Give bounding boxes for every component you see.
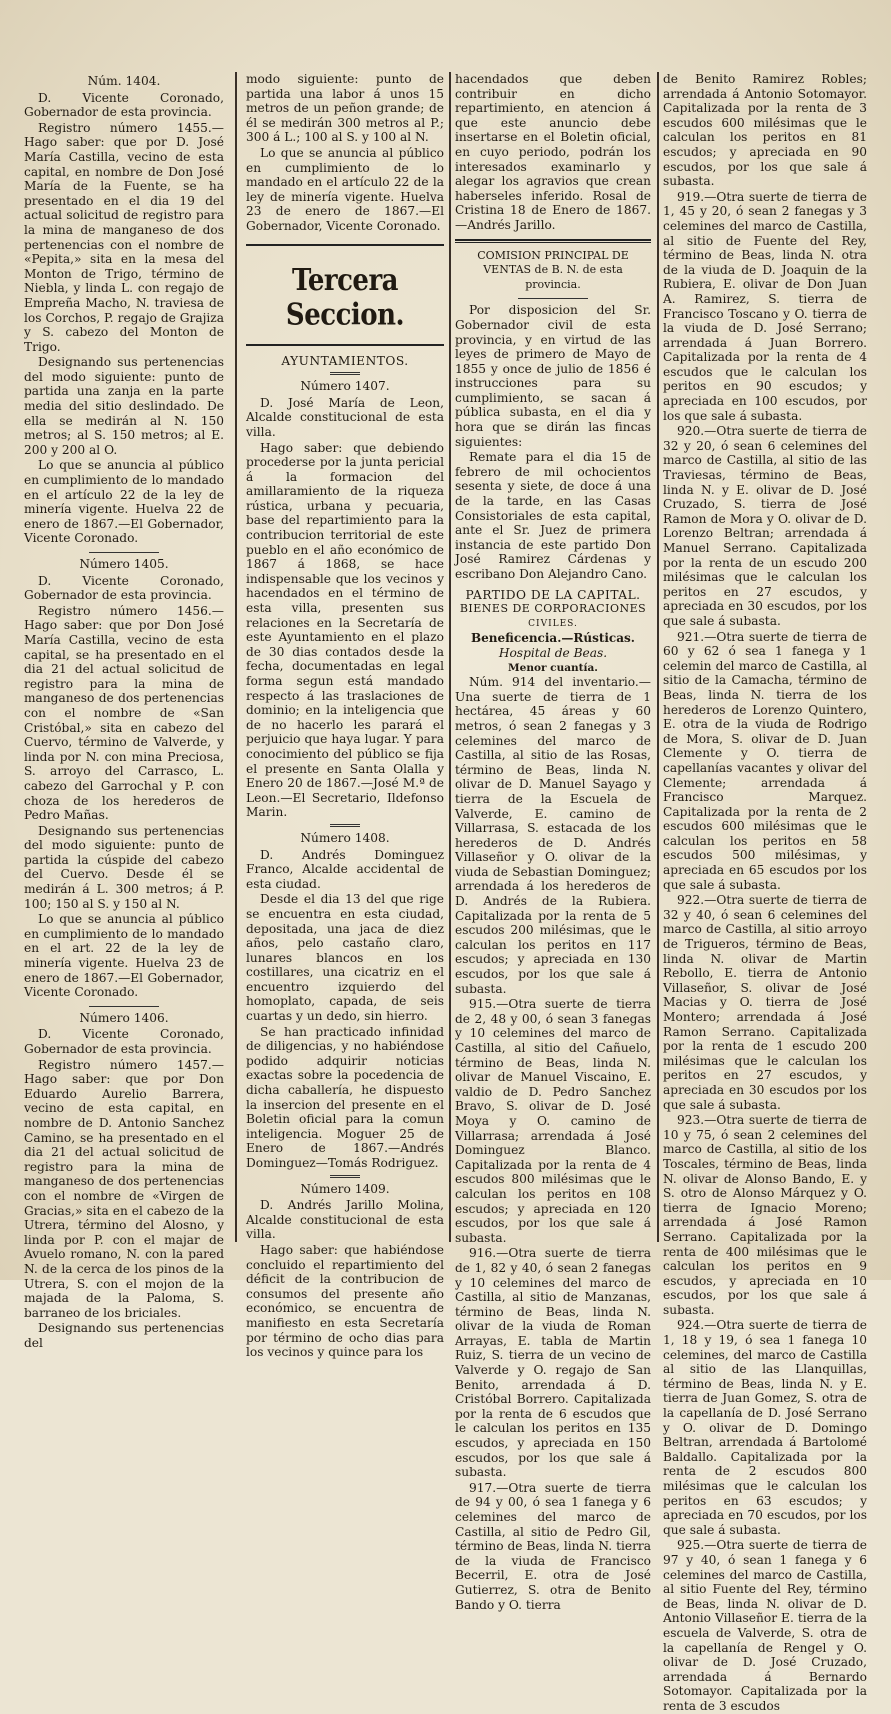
lot-entry: 925.—Otra suerte de tierra de 97 y 40, ó sean 1 fanega y 6 celemines del marco de Castilla, al sitio Fuente del Rey, término de Beas, linda N. olivar de D. Antonio Villaseñor E. tierra de la escuela de Valverde, S. otra de la capellanía de Rengel y O. olivar de D. José Cruzado, arrendada á Bernardo Sotomayor. Capitalizada por la renta de 3 escudos bbox=[663, 1538, 867, 1713]
section-rule bbox=[246, 344, 444, 346]
notice-body: Hago saber: que debiendo procederse por la junta pericial á la formacion del amillaramiento de la riqueza rústica, urbana y pecuaria, base del repartimiento para la contribucion territorial de este pueblo en el año económico de 1867 á 1868, se hace indispensable que los vecinos y hacendados en el término de esta villa, presenten sus relaciones en la Secretaría de este Ayuntamiento en el plazo de 30 dias contados desde la fecha, documentadas en legal forma segun está mandado respecto á las traslaciones de dominio; en la inteligencia que de no hacerlo les parará el perjuicio que haya lugar. Y para conocimiento del público se fija el presente en Santa Olalla y Enero 20 de 1867.—José M.ª de Leon.—El Secretario, Ildefonso Marin. bbox=[246, 440, 444, 820]
lot-entry: Núm. 914 del inventario.—Una suerte de tierra de 1 hectárea, 45 áreas y 60 metros, ó sean 2 fanegas y 3 celemines del marco de Castilla, al sitio de las Rosas, término de Beas, linda N. olivar de D. Manuel Sayago y tierra de la Escuela de Valverde, E. camino de Villarrasa, S. estacada de los herederos de D. Andrés Villaseñor y O. olivar de la viuda de Sebastian Dominguez; arrendada á los herederos de D. Andrés de la Rubiera. Capitalizada por la renta de 5 escudos 200 milésimas, que le calculan los peritos en 117 escudos; y apreciada en 130 escudos, por los que sale á subasta. bbox=[455, 675, 651, 996]
section-rule bbox=[455, 239, 651, 243]
separator bbox=[330, 824, 360, 827]
column-rule bbox=[235, 72, 237, 1242]
notice-body: Remate para el dia 15 de febrero de mil ochocientos sesenta y siete, de doce á una de la tarde, en las Casas Consistoriales de esta capital, ante el Sr. Juez de primera instancia de este partido Don José Ramirez Cárdenas y escribano Don Alejandro Cano. bbox=[455, 450, 651, 581]
notice-number: Número 1405. bbox=[79, 557, 169, 571]
notice-number: Núm. 1404. bbox=[87, 74, 161, 88]
column-1 bbox=[24, 72, 224, 1350]
notice-body: Designando sus pertenencias del modo siguiente: punto de partida una zanja en la parte media del sitio deslindado. De ella se medirán al N. 150 metros; al S. 150 metros; al E. 200 y 200 al O. bbox=[24, 355, 224, 457]
lot-entry: 922.—Otra suerte de tierra de 32 y 40, ó sean 6 celemines del marco de Castilla, al sitio arroyo de Trigueros, término de Beas, linda N. olivar de Martin Rebollo, E. tierra de Antonio Villaseñor, S. olivar de José Macias y O. tierra de José Montero; arrendada á José Ramon Serrano. Capitalizada por la renta de 1 escudo 200 milésimas que le calculan los peritos en 27 escudos, y apreciada en 30 escudos por los que sale á subasta. bbox=[663, 893, 867, 1112]
category-heading: Beneficencia.—Rústicas. bbox=[471, 631, 635, 646]
notice-body: Designando sus pertenencias del bbox=[24, 1321, 224, 1350]
notice-body: Designando sus pertenencias del modo siguiente: punto de partida la cúspide del cabezo del Cuervo. Desde él se medirán á L. 300 metros; á P. 100; 150 al S. y 150 al N. bbox=[24, 823, 224, 911]
notice-body: Desde el dia 13 del que rige se encuentra en esta ciudad, depositada, una jaca de diez años, pelo castaño claro, lunares blancos en los costillares, una cicatriz en el encuentro izquierdo del homoplato, capada, de seis cuartas y un dedo, sin hierro. bbox=[246, 892, 444, 1024]
column-2 bbox=[246, 72, 444, 1360]
separator bbox=[518, 298, 588, 299]
section-rule bbox=[246, 244, 444, 246]
lot-entry: 915.—Otra suerte de tierra de 2, 48 y 00, ó sean 3 fanegas y 10 celemines del marco de Castilla, al sitio del Cañuelo, término de Beas, linda N. olivar de Manuel Viscaino, E. valdio de D. Pedro Sanchez Bravo, S. olivar de D. José Moya y O. camino de Villarrasa; arrendada á José Dominguez Blanco. Capitalizada por la renta de 4 escudos 800 milésimas que le calculan los peritos en 108 escudos; y apreciada en 120 escudos, por los que sale á subasta. bbox=[455, 997, 651, 1245]
notice-body: hacendados que deben contribuir en dicho repartimiento, en atencion á que este anuncio debe insertarse en el Boletin oficial, en cuyo periodo, podrán los interesados examinarlo y alegar los agravios que crean haberseles inferido. Rosal de Cristina 18 de Enero de 1867.—Andrés Jarillo. bbox=[455, 72, 651, 232]
lot-entry: 917.—Otra suerte de tierra de 94 y 00, ó sea 1 fanega y 6 celemines del marco de Castilla, al sitio de Pedro Gil, término de Beas, linda N. tierra de la viuda de Francisco Becerril, E. otra de José Gutierrez, S. otra de Benito Bando y O. tierra bbox=[455, 1480, 651, 1612]
separator bbox=[330, 1175, 360, 1178]
notice-body: Registro número 1456.—Hago saber: que por Don José María Castilla, vecino de esta capital, se ha presentado en el dia 21 del actual solicitud de registro para la mina de manganeso de dos pertenencias con el nombre de «San Cristóbal,» sita en cabezo del Cuervo, término de Valverde, y linda por N. con mina Preciosa, S. arroyo del Carrasco, L. cabezo del Garrochal y P. con choza de los herederos de Pedro Mañas. bbox=[24, 603, 224, 823]
property-subheading: CIVILES. bbox=[528, 618, 578, 629]
notice-number: Número 1407. bbox=[300, 379, 390, 394]
column-rule bbox=[657, 72, 659, 1242]
notice-body: modo siguiente: punto de partida una labor á unos 15 metros de un peñon grande; de él se medirán 300 metros al P.; 300 á L.; 100 al S. y 100 al N. bbox=[246, 72, 444, 145]
separator bbox=[330, 372, 360, 375]
notice-header: D. Andrés Jarillo Molina, Alcalde constitucional de esta villa. bbox=[246, 1198, 444, 1242]
separator bbox=[89, 1006, 159, 1007]
section-title: Tercera Seccion. bbox=[285, 263, 405, 333]
property-heading: BIENES DE CORPORACIONES bbox=[459, 602, 647, 616]
district-heading: PARTIDO DE LA CAPITAL. bbox=[465, 587, 641, 602]
section-heading: AYUNTAMIENTOS. bbox=[281, 353, 409, 368]
notice-body: Se han practicado infinidad de diligencias, y no habiéndose podido adquirir noticias exactas sobre la pocedencia de dicha caballería, he dispuesto la insercion del presente en el Boletin oficial para la comun inteligencia. Moguer 25 de Enero de 1867.—Andrés Dominguez—Tomás Rodriguez. bbox=[246, 1024, 444, 1170]
separator bbox=[89, 552, 159, 553]
lot-entry: 924.—Otra suerte de tierra de 1, 18 y 19, ó sea 1 fanega 10 celemines, del marco de Castilla al sitio de las Llanquillas, término de Beas, linda N. y E. tierra de Juan Gomez, S. otra de la capellanía de D. José Serrano y O. olivar de D. Domingo Beltran, arrendada á Bartolomé Baldallo. Capitalizada por la renta de 2 escudos 800 milésimas que le calculan los peritos en 63 escudos; y apreciada en 70 escudos, por los que sale á subasta. bbox=[663, 1318, 867, 1537]
notice-body: Registro número 1455.—Hago saber: que por D. José María Castilla, vecino de esta capital, en nombre de Don José María de la Fuente, se ha presentado en el dia 19 del actual solicitud de registro para la mina de manganeso de dos pertenencias con el nombre de «Pepita,» sita en la mesa del Monton de Trigo, término de Niebla, y linda L. con regajo de Empreña Macho, N. traviesa de los Corchos, P. regajo de Grajiza y S. cabezo del Monton de Trigo. bbox=[24, 120, 224, 354]
notice-body: Lo que se anuncia al público en cumplimiento de lo mandado en el artículo 22 de la ley de minería vigente. Huelva 22 de enero de 1867.—El Gobernador, Vicente Coronado. bbox=[24, 458, 224, 546]
notice-header: D. Vicente Coronado, Gobernador de esta provincia. bbox=[24, 1027, 224, 1056]
notice-number: Número 1409. bbox=[300, 1181, 390, 1196]
hospital-heading: Hospital de Beas. bbox=[498, 645, 608, 660]
column-4 bbox=[663, 72, 867, 1713]
value-class-heading: Menor cuantía. bbox=[508, 661, 598, 674]
notice-number: Número 1408. bbox=[300, 830, 390, 845]
notice-body: Por disposicion del Sr. Gobernador civil de esta provincia, y en virtud de las leyes de primero de Mayo de 1855 y once de julio de 1856 é instrucciones para su cumplimiento, se sacan á pública subasta, en el dia y hora que se dirán las fincas siguientes: bbox=[455, 303, 651, 449]
notice-header: D. Andrés Dominguez Franco, Alcalde accidental de esta ciudad. bbox=[246, 847, 444, 891]
lot-entry: 920.—Otra suerte de tierra de 32 y 20, ó sean 6 celemines del marco de Castilla, al sitio de las Traviesas, término de Beas, linda N. y E. olivar de D. José Cruzado, S. tierra de José Ramon de Mora y O. olivar de D. Lorenzo Beltran; arrendada á Manuel Serrano. Capitalizada por la renta de un escudo 200 milésimas que le calculan los peritos en 27 escudos, y apreciada en 30 escudos, por los que sale á subasta. bbox=[663, 424, 867, 628]
notice-body: Registro número 1457.—Hago saber: que por Don Eduardo Aurelio Barrera, vecino de esta capital, en nombre de D. Antonio Sanchez Camino, se ha presentado en el dia 21 del actual solicitud de registro para la mina de manganeso de dos pertenencias con el nombre de «Virgen de Gracias,» sita en el cabezo de la Utrera, término del Alosno, y linda por P. con el majar de Avuelo romano, N. con la pared N. de la cerca de los pinos de la Utrera, S. con el mojon de la majada de la Paloma, S. barraneo de los briciales. bbox=[24, 1057, 224, 1320]
notice-body: Lo que se anuncia al público en cumplimiento de lo mandado en el artículo 22 de la ley de minería vigente. Huelva 23 de enero de 1867.—El Gobernador, Vicente Coronado. bbox=[246, 145, 444, 233]
column-rule bbox=[449, 72, 451, 1242]
notice-body: Lo que se anuncia al público en cumplimiento de lo mandado en el art. 22 de la ley de minería vigente. Huelva 23 de enero de 1867.—El Gobernador, Vicente Coronado. bbox=[24, 912, 224, 1000]
notice-header: D. Vicente Coronado, Gobernador de esta provincia. bbox=[24, 573, 224, 603]
lot-entry: 916.—Otra suerte de tierra de 1, 82 y 40, ó sean 2 fanegas y 10 celemines del marco de Castilla, al sitio de Manzanas, término de Beas, linda N. olivar de la viuda de Roman Arrayas, E. tabla de Martin Ruiz, S. tierra de un vecino de Valverde y O. regajo de San Benito, arrendada á D. Cristóbal Borrero. Capitalizada por la renta de 6 escudos que le calculan los peritos en 135 escudos, y apreciada en 150 escudos, por los que sale á subasta. bbox=[455, 1246, 651, 1480]
lot-entry: 919.—Otra suerte de tierra de 1, 45 y 20, ó sean 2 fanegas y 3 celemines del marco de Castilla, al sitio de Fuente del Rey, término de Beas, linda N. otra de la viuda de D. Joaquin de la Rubiera, E. olivar de Don Juan A. Ramirez, S. tierra de Francisco Toscano y O. tierra de la viuda de D. José Serrano; arrendada á Juan Borrero. Capitalizada por la renta de 4 escudos que le calculan los peritos en 90 escudos; y apreciada en 100 escudos, por los que sale á subasta. bbox=[663, 189, 867, 423]
lot-entry: de Benito Ramirez Robles; arrendada á Antonio Sotomayor. Capitalizada por la renta de 3 escudos 600 milésimas que le calculan los peritos en 81 escudos; y apreciada en 90 escudos, por los que sale á subasta. bbox=[663, 72, 867, 189]
notice-header: D. José María de Leon, Alcalde constitucional de esta villa. bbox=[246, 395, 444, 439]
lot-entry: 923.—Otra suerte de tierra de 10 y 75, ó sean 2 celemines del marco de Castilla, al sitio de los Toscales, término de Beas, linda N. olivar de Alonso Bando, E. y S. otro de Alonso Márquez y O. tierra de Ignacio Moreno; arrendada á José Ramon Serrano. Capitalizada por la renta de 400 milésimas que le calculan los peritos en 9 escudos, y apreciada en 10 escudos, por los que sale á subasta. bbox=[663, 1113, 867, 1317]
column-3 bbox=[455, 72, 651, 1612]
notice-header: D. Vicente Coronado, Gobernador de esta provincia. bbox=[24, 90, 224, 120]
notice-number: Número 1406. bbox=[79, 1010, 169, 1025]
notice-body: Hago saber: que habiéndose concluido el repartimiento del déficit de la contribucion de consumos del presente año económico, se encuentra de manifiesto en esta Secretaría por término de ocho dias para los vecinos y quince para los bbox=[246, 1242, 444, 1360]
commission-heading: COMISION PRINCIPAL DE VENTAS de B. N. de esta provincia. bbox=[477, 248, 629, 291]
lot-entry: 921.—Otra suerte de tierra de 60 y 62 ó sea 1 fanega y 1 celemin del marco de Castilla, al sitio de la Camacha, término de Beas, linda N. tierra de los herederos de Lorenzo Quintero, E. otra de la viuda de Rodrigo de Mora, S. olivar de D. Juan Clemente y O. tierra de capellanías vacantes y olivar del Clemente; arrendada á Francisco Marquez. Capitalizada por la renta de 2 escudos 600 milésimas que le calculan los peritos en 58 escudos 500 milésimas, y apreciada en 65 escudos por los que sale á subasta. bbox=[663, 629, 867, 892]
